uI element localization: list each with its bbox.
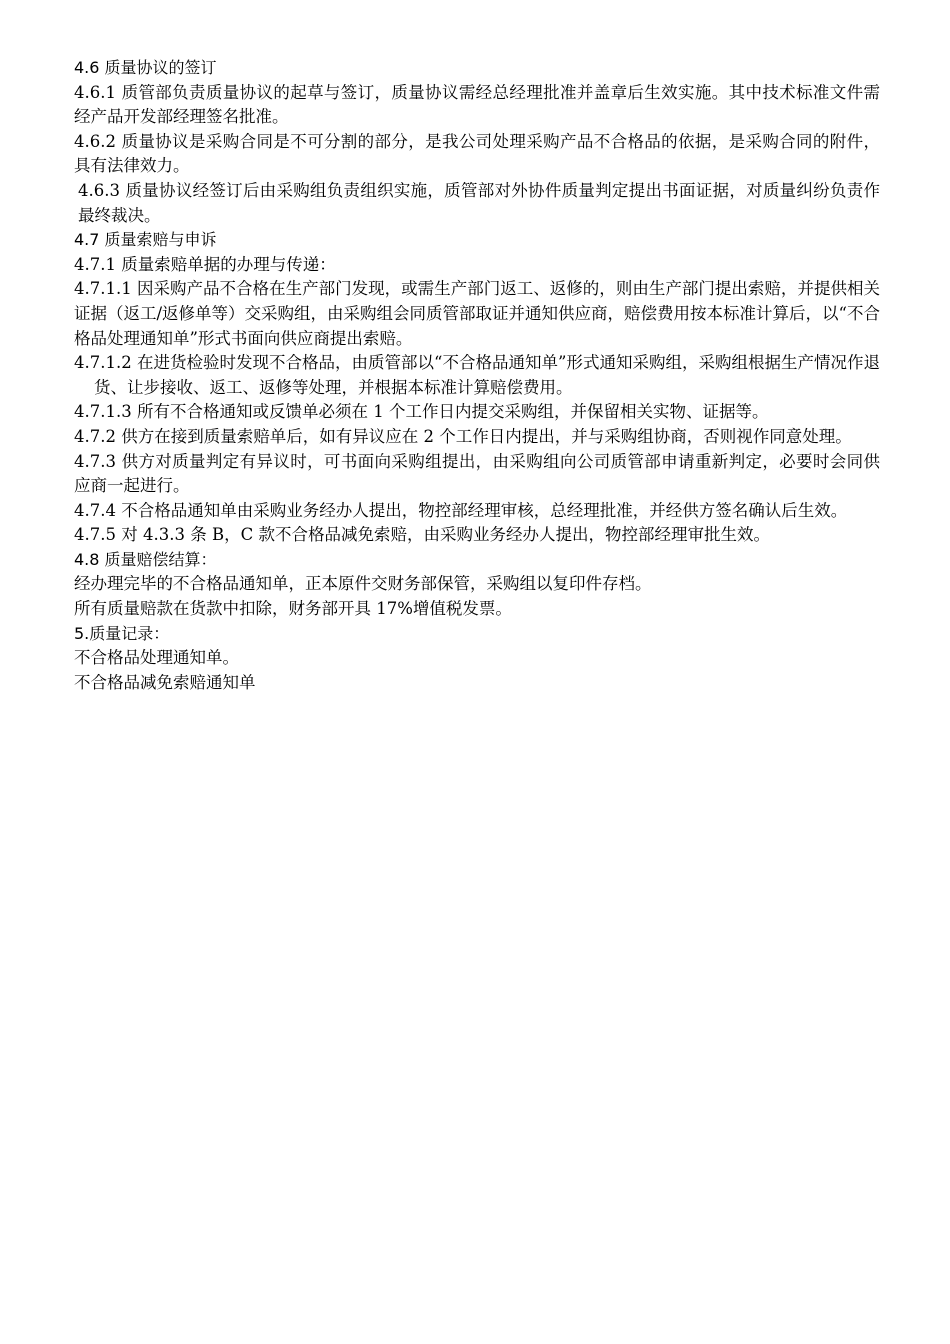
paragraph-4-6-2: 4.6.2 质量协议是采购合同是不可分割的部分，是我公司处理采购产品不合格品的依据，是采购合同的附件，具有法律效力。 bbox=[74, 131, 880, 176]
paragraph-4-7-4: 4.7.4 不合格品通知单由采购业务经办人提出，物控部经理审核，总经理批准，并经供方签名确认后生效。 bbox=[74, 500, 848, 520]
document-page bbox=[74, 56, 880, 695]
section-heading-4-7: 4.7 质量索赔与申诉 bbox=[74, 230, 217, 250]
section-heading-5: 5.质量记录： bbox=[74, 623, 170, 643]
section-heading-4-8: 4.8 质量赔偿结算： bbox=[74, 549, 217, 569]
record-item-2: 不合格品减免索赔通知单 bbox=[74, 672, 256, 692]
paragraph-4-7-5: 4.7.5 对 4.3.3 条 B，C 款不合格品减免索赔，由采购业务经办人提出，物控部经理审批生效。 bbox=[74, 525, 770, 545]
paragraph-4-6-3: 4.6.3 质量协议经签订后由采购组负责组织实施，质管部对外协件质量判定提出书面证据，对质量纠纷负责作最终裁决。 bbox=[78, 180, 880, 225]
paragraph-4-6-1: 4.6.1 质管部负责质量协议的起草与签订，质量协议需经总经理批准并盖章后生效实施。其中技术标准文件需经产品开发部经理签名批准。 bbox=[74, 82, 880, 127]
paragraph-4-7-1: 4.7.1 质量索赔单据的办理与传递： bbox=[74, 254, 336, 274]
paragraph-4-8-2: 所有质量赔款在货款中扣除，财务部开具 17%增值税发票。 bbox=[74, 599, 512, 619]
paragraph-4-7-3: 4.7.3 供方对质量判定有异议时，可书面向采购组提出，由采购组向公司质管部申请重新判定，必要时会同供应商一起进行。 bbox=[74, 451, 880, 496]
paragraph-4-7-1-1: 4.7.1.1 因采购产品不合格在生产部门发现，或需生产部门返工、返修的，则由生产部门提出索赔，并提供相关证据（返工/返修单等）交采购组，由采购组会同质管部取证并通知供应商，赔偿费用按本标准计算后，以“不合格品处理通知单”形式书面向供应商提出索赔。 bbox=[74, 279, 880, 348]
paragraph-4-7-1-3: 4.7.1.3 所有不合格通知或反馈单必须在 1 个工作日内提交采购组，并保留相关实物、证据等。 bbox=[74, 402, 769, 422]
paragraph-4-8-1: 经办理完毕的不合格品通知单，正本原件交财务部保管，采购组以复印件存档。 bbox=[74, 574, 652, 594]
record-item-1: 不合格品处理通知单。 bbox=[74, 648, 239, 668]
section-heading-4-6: 4.6 质量协议的签订 bbox=[74, 58, 217, 77]
paragraph-4-7-2: 4.7.2 供方在接到质量索赔单后，如有异议应在 2 个工作日内提出，并与采购组协商，否则视作同意处理。 bbox=[74, 426, 852, 446]
paragraph-4-7-1-2: 4.7.1.2 在进货检验时发现不合格品，由质管部以“不合格品通知单”形式通知采购组，采购组根据生产情况作退货、让步接收、返工、返修等处理，并根据本标准计算赔偿费用。 bbox=[74, 353, 880, 397]
